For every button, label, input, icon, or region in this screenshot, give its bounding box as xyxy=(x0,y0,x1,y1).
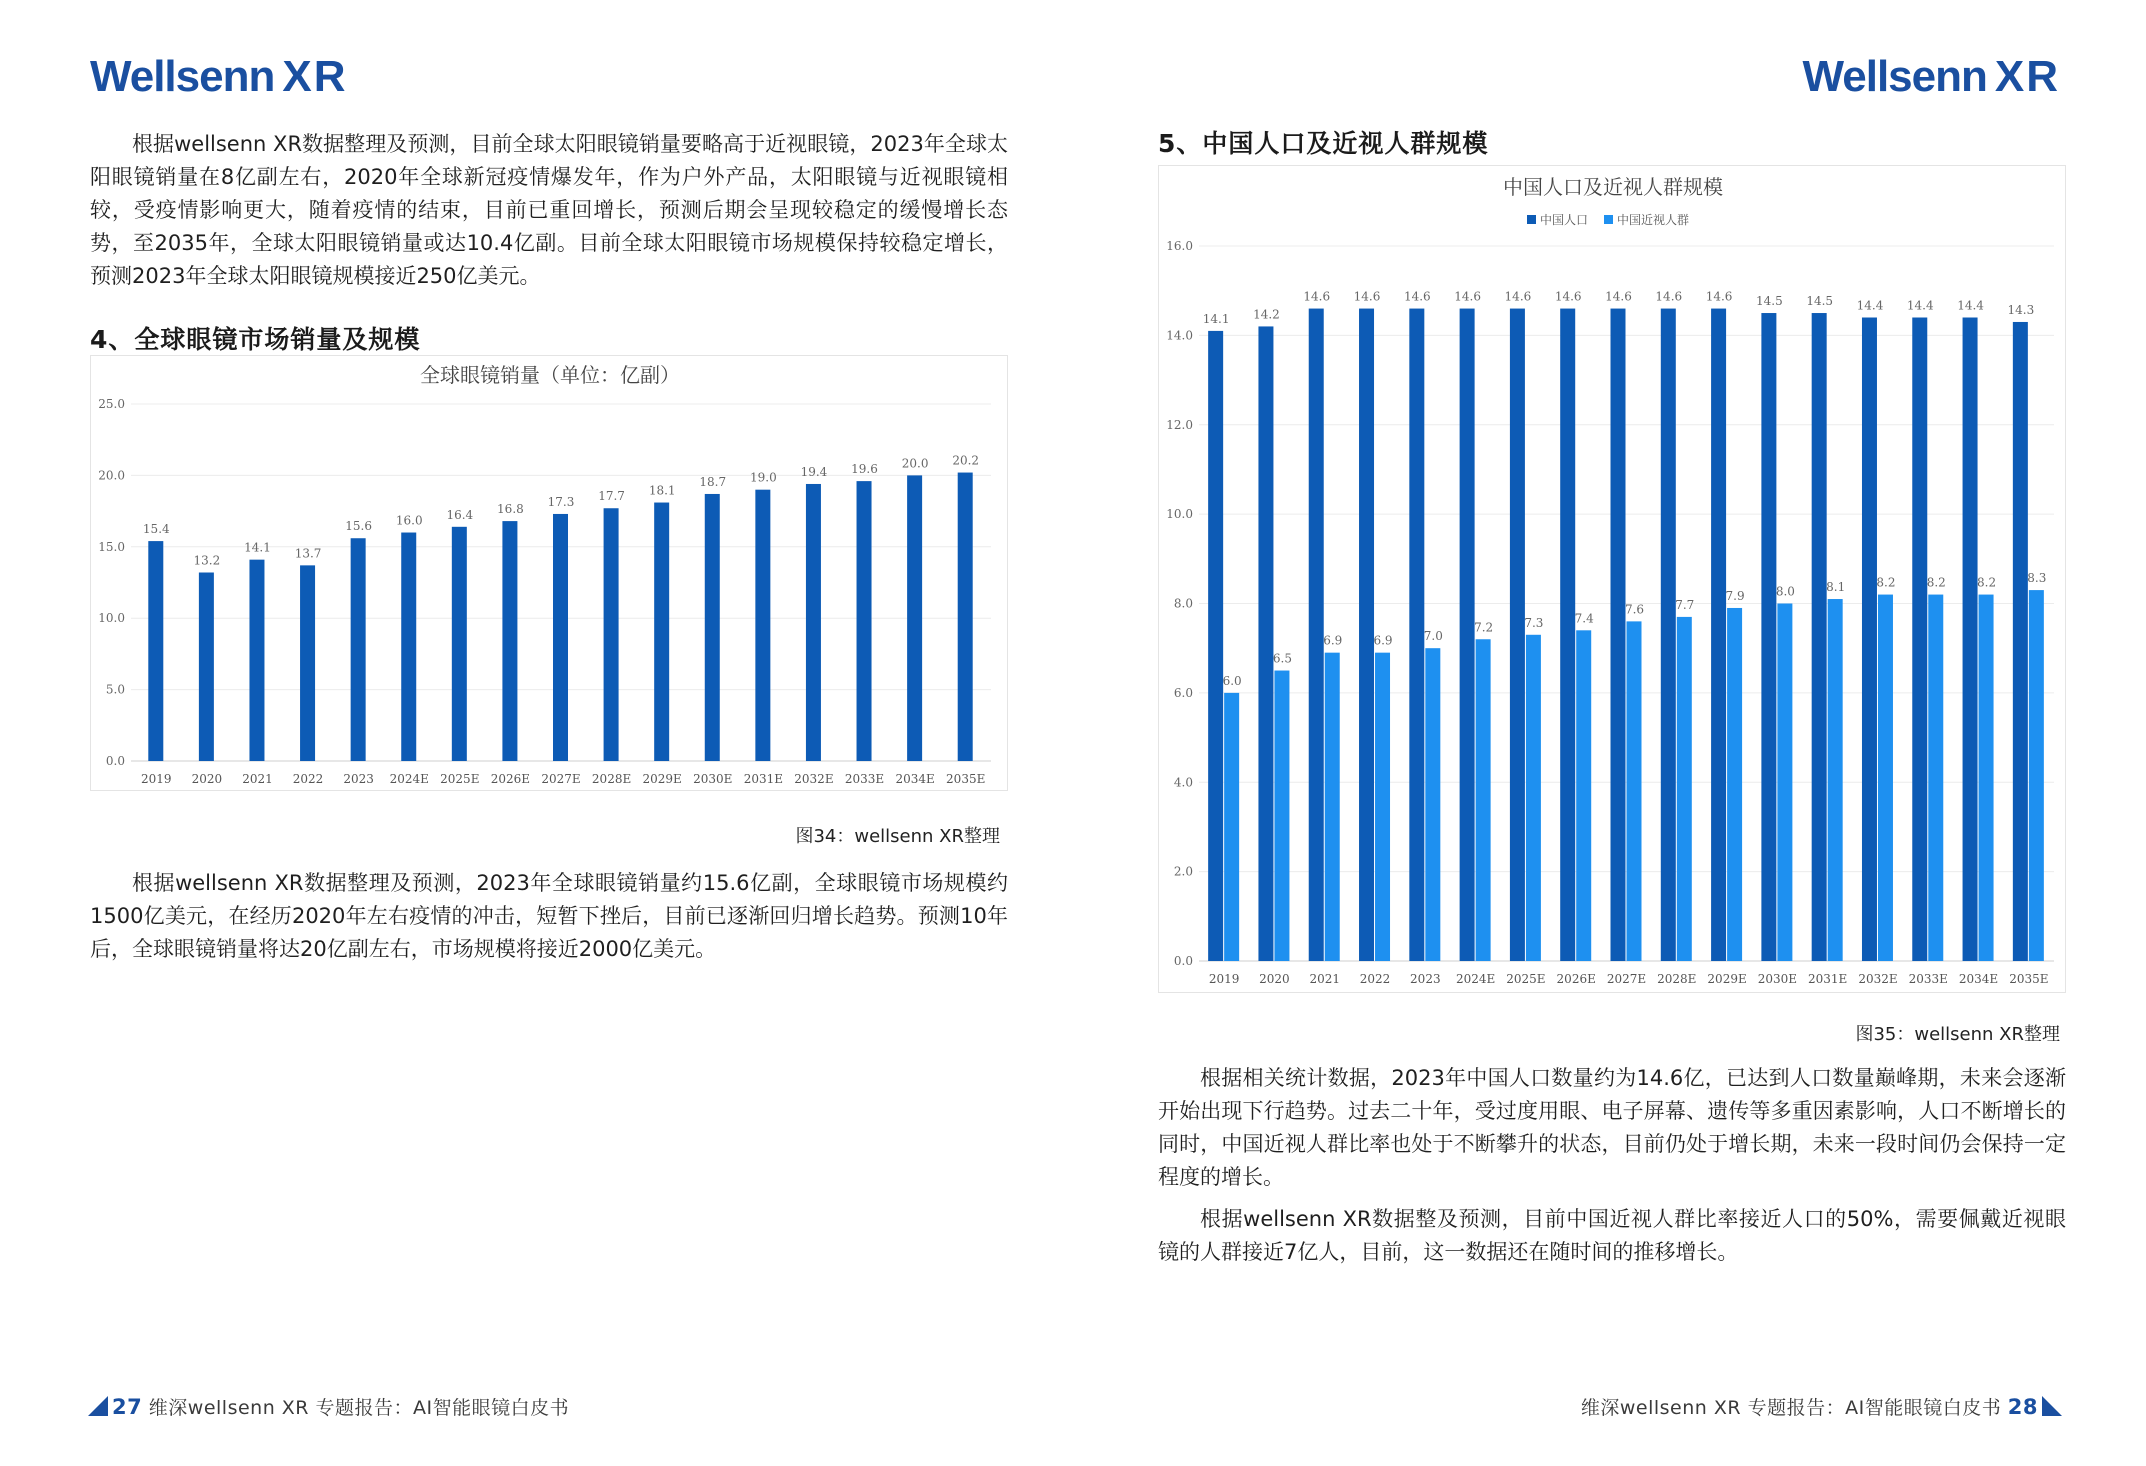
chart-title: 全球眼镜销量（单位：亿副） xyxy=(420,363,680,387)
left-body-paragraph: 根据wellsenn XR数据整理及预测，2023年全球眼镜销量约15.6亿副，全球眼镜市场规模约1500亿美元，在经历2020年左右疫情的冲击，短暂下挫后，目前已逐渐回归增长趋势。预测10年后，全球眼镜销量将达20亿副左右，市场规模将接近2000亿美元。 xyxy=(90,871,1008,961)
data-label: 14.6 xyxy=(1605,289,1632,304)
x-tick-label: 2024E xyxy=(389,772,429,786)
x-tick-label: 2023 xyxy=(1410,972,1441,986)
x-tick-label: 2026E xyxy=(490,772,531,786)
right-paragraph-1: 根据相关统计数据，2023年中国人口数量约为14.6亿，已达到人口数量巅峰期，未来会逐渐开始出现下行趋势。过去二十年，受过度用眼、电子屏幕、遗传等多重因素影响，人口不断增长的同时，中国近视人群比率也处于不断攀升的状态，目前仍处于增长期，未来一段时间仍会保持一定程度的增长。 xyxy=(1158,1066,2066,1189)
bar xyxy=(401,533,416,761)
x-tick-label: 2032E xyxy=(1858,972,1898,986)
bar xyxy=(1325,653,1340,961)
right-footer xyxy=(1581,1393,2062,1420)
x-tick-label: 2029E xyxy=(642,772,682,786)
x-tick-label: 2025E xyxy=(440,772,480,786)
data-label: 14.6 xyxy=(1303,289,1331,304)
right-footer-text: 维深wellsenn XR 专题报告：AI智能眼镜白皮书 xyxy=(1580,1397,2002,1419)
bar xyxy=(148,541,163,761)
data-label: 14.6 xyxy=(1353,289,1381,304)
data-label: 15.6 xyxy=(345,519,373,534)
data-label: 6.0 xyxy=(1222,673,1242,688)
x-tick-label: 2028E xyxy=(1657,972,1697,986)
bar xyxy=(1510,309,1525,961)
data-label: 20.0 xyxy=(901,456,929,471)
bar xyxy=(1560,309,1575,961)
bar xyxy=(1711,309,1726,961)
bar xyxy=(1812,313,1827,961)
bar xyxy=(1375,653,1390,961)
y-tick-label: 6.0 xyxy=(1173,685,1193,700)
data-label: 6.9 xyxy=(1323,633,1343,648)
bar xyxy=(806,484,821,761)
x-tick-label: 2026E xyxy=(1556,972,1596,986)
bar xyxy=(553,514,568,761)
data-label: 18.7 xyxy=(699,474,727,489)
bar xyxy=(300,565,315,761)
y-tick-label: 5.0 xyxy=(105,682,125,697)
data-label: 8.3 xyxy=(2027,571,2047,586)
legend-swatch xyxy=(1604,215,1613,224)
data-label: 8.2 xyxy=(1876,575,1896,590)
bar xyxy=(1777,604,1792,962)
x-tick-label: 2033E xyxy=(844,772,885,786)
legend-swatch xyxy=(1527,215,1536,224)
bar xyxy=(1661,309,1676,961)
bar xyxy=(958,473,973,761)
data-label: 14.4 xyxy=(1856,298,1884,313)
bar xyxy=(249,560,264,761)
china-population-myopia-svg xyxy=(1159,166,2067,994)
bar xyxy=(1258,326,1273,961)
x-tick-label: 2022 xyxy=(1359,972,1391,986)
data-label: 16.0 xyxy=(395,513,423,528)
bar xyxy=(1476,639,1491,961)
x-tick-label: 2033E xyxy=(1908,972,1948,986)
data-label: 6.9 xyxy=(1373,633,1393,648)
x-tick-label: 2030E xyxy=(1757,972,1798,986)
x-tick-label: 2034E xyxy=(895,772,935,786)
bar xyxy=(1359,309,1374,961)
bar xyxy=(2013,322,2028,961)
brand-name: Wellsenn xyxy=(90,52,275,101)
bar xyxy=(1677,617,1692,961)
y-tick-label: 0.0 xyxy=(1173,954,1193,968)
y-tick-label: 8.0 xyxy=(1173,596,1193,611)
x-tick-label: 2021 xyxy=(242,772,273,786)
data-label: 14.4 xyxy=(1906,298,1934,313)
x-tick-label: 2021 xyxy=(1309,972,1341,986)
left-footer-text: 维深wellsenn XR 专题报告：AI智能眼镜白皮书 xyxy=(148,1397,570,1419)
data-label: 13.2 xyxy=(193,553,221,568)
data-label: 14.1 xyxy=(244,540,271,555)
x-tick-label: 2019 xyxy=(141,772,172,786)
data-label: 8.1 xyxy=(1826,580,1846,595)
data-label: 7.3 xyxy=(1524,615,1544,630)
bar xyxy=(1828,599,1843,961)
data-label: 14.4 xyxy=(1957,298,1984,313)
data-label: 14.6 xyxy=(1403,289,1431,304)
y-tick-label: 15.0 xyxy=(98,539,125,554)
data-label: 16.4 xyxy=(446,507,474,522)
x-tick-label: 2030E xyxy=(693,772,733,786)
footer-triangle-icon xyxy=(2042,1396,2062,1416)
x-tick-label: 2025E xyxy=(1506,972,1546,986)
bar xyxy=(857,481,872,761)
data-label: 14.6 xyxy=(1705,289,1733,304)
x-tick-label: 2032E xyxy=(794,772,834,786)
right-section-heading: 5、中国人口及近视人群规模 xyxy=(1158,129,1489,158)
right-paragraph-2: 根据wellsenn XR数据整及预测，目前中国近视人群比率接近人口的50%，需要佩戴近视眼镜的人群接近7亿人，目前，这一数据还在随时间的推移增长。 xyxy=(1158,1207,2066,1264)
bar xyxy=(1862,318,1877,962)
bar xyxy=(1979,595,1994,961)
bar xyxy=(1208,331,1223,961)
data-label: 20.2 xyxy=(952,453,980,468)
x-tick-label: 2020 xyxy=(1259,972,1290,986)
x-tick-label: 2019 xyxy=(1208,972,1240,986)
x-tick-label: 2024E xyxy=(1455,972,1496,986)
bar xyxy=(1878,595,1893,961)
data-label: 19.0 xyxy=(749,470,777,485)
bar xyxy=(351,538,366,761)
data-label: 15.4 xyxy=(142,522,170,537)
x-tick-label: 2020 xyxy=(191,772,223,786)
x-tick-label: 2031E xyxy=(1808,972,1848,986)
left-page-number: 27 xyxy=(112,1395,143,1419)
bar xyxy=(705,494,720,761)
data-label: 7.0 xyxy=(1423,629,1443,644)
bar xyxy=(1309,309,1324,961)
x-tick-label: 2031E xyxy=(743,772,784,786)
brand-suffix: XR xyxy=(1994,52,2060,101)
data-label: 17.3 xyxy=(547,494,575,509)
data-label: 14.6 xyxy=(1554,289,1582,304)
x-tick-label: 2035E xyxy=(946,772,986,786)
brand-logo-left xyxy=(90,52,347,102)
data-label: 17.7 xyxy=(598,489,625,504)
bar xyxy=(2029,590,2044,961)
bar xyxy=(604,508,619,761)
data-label: 16.8 xyxy=(497,502,524,517)
global-eyewear-sales-chart xyxy=(90,355,1008,791)
data-label: 7.7 xyxy=(1675,597,1695,612)
x-tick-label: 2029E xyxy=(1707,972,1747,986)
right-figure-caption: 图35：wellsenn XR整理 xyxy=(1855,1024,2060,1045)
x-tick-label: 2022 xyxy=(292,772,324,786)
bar xyxy=(1912,318,1927,962)
x-tick-label: 2027E xyxy=(541,772,581,786)
data-label: 8.2 xyxy=(1926,575,1946,590)
y-tick-label: 10.0 xyxy=(98,611,125,626)
y-tick-label: 20.0 xyxy=(98,468,125,483)
bar xyxy=(1928,595,1943,961)
y-tick-label: 16.0 xyxy=(1166,239,1193,253)
y-tick-label: 4.0 xyxy=(1173,775,1193,790)
legend-label: 中国人口 xyxy=(1540,213,1589,227)
bar xyxy=(1460,309,1475,961)
footer-triangle-icon xyxy=(88,1396,108,1416)
brand-name: Wellsenn xyxy=(1802,52,1987,101)
data-label: 6.5 xyxy=(1272,651,1292,666)
bar xyxy=(1274,671,1289,961)
data-label: 8.2 xyxy=(1977,575,1997,590)
data-label: 14.5 xyxy=(1806,294,1834,309)
data-label: 8.0 xyxy=(1775,584,1795,599)
bar xyxy=(1611,309,1626,961)
data-label: 14.1 xyxy=(1202,311,1230,326)
data-label: 7.2 xyxy=(1474,620,1494,635)
data-label: 14.5 xyxy=(1756,294,1783,309)
bar xyxy=(1224,693,1239,961)
bar xyxy=(1409,309,1424,961)
data-label: 14.6 xyxy=(1454,289,1481,304)
data-label: 7.9 xyxy=(1725,588,1745,603)
x-tick-label: 2027E xyxy=(1606,972,1647,986)
bar xyxy=(654,503,669,761)
y-tick-label: 2.0 xyxy=(1173,864,1193,879)
left-footer xyxy=(88,1393,569,1420)
bar xyxy=(1627,621,1642,961)
data-label: 7.6 xyxy=(1624,602,1645,617)
data-label: 19.4 xyxy=(800,464,828,479)
data-label: 14.2 xyxy=(1253,307,1280,322)
data-label: 14.3 xyxy=(2007,302,2035,317)
brand-logo-right xyxy=(1803,52,2060,102)
left-intro-paragraph: 根据wellsenn XR数据整理及预测，目前全球太阳眼镜销量要略高于近视眼镜，2023年全球太阳眼镜销量在8亿副左右，2020年全球新冠疫情爆发年，作为户外产品，太阳眼镜与近视眼镜相较，受疫情影响更大，随着疫情的结束，目前已重回增长，预测后期会呈现较稳定的缓慢增长态势，至2035年，全球太阳眼镜销量或达10.4亿副。目前全球太阳眼镜市场规模保持较稳定增长，预测2023年全球太阳眼镜规模接近250亿美元。 xyxy=(90,132,1008,288)
x-tick-label: 2028E xyxy=(591,772,632,786)
data-label: 18.1 xyxy=(648,483,676,498)
bar xyxy=(1576,630,1591,961)
bar xyxy=(755,490,770,761)
y-tick-label: 12.0 xyxy=(1166,417,1193,432)
bar xyxy=(1761,313,1776,961)
left-section-heading: 4、全球眼镜市场销量及规模 xyxy=(90,325,421,354)
data-label: 19.6 xyxy=(851,462,878,477)
legend-label: 中国近视人群 xyxy=(1617,213,1690,227)
right-page-number: 28 xyxy=(2007,1395,2038,1419)
bar xyxy=(1526,635,1541,961)
bar xyxy=(1727,608,1742,961)
bar xyxy=(1425,648,1440,961)
bar xyxy=(502,521,517,761)
bar xyxy=(452,527,467,761)
data-label: 13.7 xyxy=(294,546,322,561)
data-label: 14.6 xyxy=(1655,289,1683,304)
data-label: 7.4 xyxy=(1574,611,1594,626)
chart-title: 中国人口及近视人群规模 xyxy=(1503,175,1723,199)
y-tick-label: 0.0 xyxy=(105,754,125,768)
y-tick-label: 10.0 xyxy=(1166,507,1193,522)
bar xyxy=(199,573,214,761)
bar xyxy=(907,475,922,761)
brand-suffix: XR xyxy=(282,52,348,101)
y-tick-label: 14.0 xyxy=(1166,328,1193,343)
china-population-myopia-chart xyxy=(1158,165,2066,993)
global-eyewear-sales-svg xyxy=(91,356,1009,792)
left-figure-caption: 图34：wellsenn XR整理 xyxy=(795,826,1000,847)
data-label: 14.6 xyxy=(1504,289,1532,304)
x-tick-label: 2034E xyxy=(1958,972,1999,986)
x-tick-label: 2035E xyxy=(2009,972,2049,986)
y-tick-label: 25.0 xyxy=(98,397,125,411)
bar xyxy=(1963,318,1978,962)
x-tick-label: 2023 xyxy=(343,772,374,786)
